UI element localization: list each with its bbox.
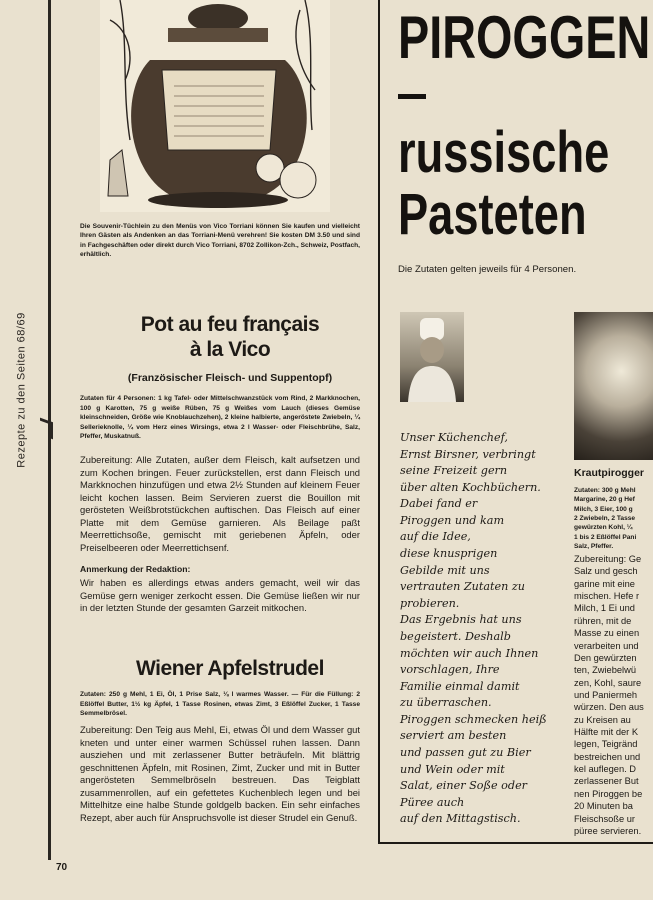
preparation-line: bestreichen und [574,751,641,762]
tureen-illustration [100,0,330,212]
handwriting-line: Salat, einer Soße oder [400,779,528,793]
recipe-title-apfelstrudel: Wiener Apfelstrudel [136,657,324,680]
illustration-caption: Die Souvenir-Tüchlein zu den Menüs von Vico Torriani können Sie kaufen und vielleicht Ihren Gästen als Andenken an das Torriani-Menü verehren! Sie kosten DM 3.50 und sind in Fachgeschäften oder direkt durch Vico Torriani, 8702 Zollikon-Zch., Schweiz, Postfach, erhältlich. [80,223,360,259]
recipe-title-line: Pot au feu français [140,313,320,336]
chef-figure [400,312,464,402]
preparation-line: zu Kreisen au [574,714,631,725]
ingredient-line: Salz, Pfeffer. [574,543,614,551]
handwriting-line: auf die Idee, [400,530,471,544]
recipe-title-pot-au-feu [80,312,380,362]
preparation-line: zerlassener But [574,776,639,787]
intro-text: Die Zutaten gelten jeweils für 4 Personen. [398,264,577,275]
handwriting-line: und Wein oder mit [400,762,505,776]
handwriting-line: und passen gut zu Bier [400,745,531,759]
handwriting-line: Unser Küchenchef, [400,431,508,444]
headline-dash [398,94,426,99]
side-label-text: Rezepte zu den Seiten 68/69 [16,312,29,468]
preparation-line: rühren, mit de [574,615,632,626]
preparation-line: püree servieren. [574,825,642,836]
recipe-ingredients: Zutaten: 250 g Mehl, 1 Ei, Öl, 1 Prise Salz, ⅛ l warmes Wasser. — Für die Füllung: 2 Eßlöffel Butter, 1½ kg Äpfel, 1 Tasse Rosinen, etwas Zimt, 3 Eßlöffel Zucker, 1 Tasse Semmelbrösel. [80,691,360,718]
ingredient-line: Zutaten: 300 g Mehl [574,487,636,494]
handwritten-note [400,430,570,828]
side-label [12,250,32,530]
preparation-line: 20 Minuten ba [574,801,633,812]
preparation-line: mischen. Hefe r [574,591,640,602]
preparation-line: Hälfte mit der K [574,727,639,738]
headline-russische: russische [398,120,610,185]
handwriting-line: Familie einmal damit [400,679,520,693]
handwriting-line: Piroggen schmecken heiß [400,712,547,726]
piroggen-photo [574,312,653,460]
handwriting-line: Gebilde mit uns [400,563,490,577]
krautpiroggen-ingredients [574,486,653,552]
handwriting-line: begeistert. Deshalb [400,629,511,643]
recipe-preparation: Zubereitung: Alle Zutaten, außer dem Fleisch, kalt aufsetzen und zum Kochen bringen. Feuer zurückstellen, erst dann Fleisch und Markknochen hinzufügen und etwa 2½ Stunden auf kleinem Feuer leicht kochen lassen. Beim Servieren zuerst die Bouillon mit gerösteten Weißbrotstückchen auftischen. Das Fleisch auf einer Platte mit dem Gemüse garnieren. Als Beilage paßt Meerrettichsoße, gemischt mit geriebenen Äpfeln, oder Preiselbeeren oder Meerrettichsenf. [80,454,360,553]
ingredient-line: Margarine, 20 g Hef [574,496,635,504]
krautpiroggen-preparation [574,553,653,837]
preparation-line: Milch, 1 Ei und [574,603,635,614]
handwriting-line: Das Ergebnis hat uns [400,613,522,627]
editor-note-heading: Anmerkung der Redaktion: [80,564,191,574]
handwriting-line: diese knusprigen [400,547,498,561]
tureen-drawing [100,0,330,212]
handwriting-line: Püree auch [400,795,465,809]
preparation-line: garine mit eine [574,578,635,589]
handwriting-line: seine Freizeit gern [400,464,508,478]
handwriting-line: zu überraschen. [400,696,492,710]
handwriting-line: möchten wir auch Ihnen [400,646,539,660]
ingredient-line: 1 bis 2 Eßlöffel Pani [574,533,637,541]
handwriting-line: vertrauten Zutaten zu [400,580,526,594]
page-number: 70 [56,862,68,873]
preparation-line: Fleischsoße ur [574,813,635,824]
krautpiroggen-title: Krautpirogger [574,467,645,479]
ingredient-line: Milch, 3 Eier, 100 g [574,505,633,513]
recipe-subtitle: (Französischer Fleisch- und Suppentopf) [127,372,333,384]
recipe-ingredients: Zutaten für 4 Personen: 1 kg Tafel- oder Mittelschwanzstück vom Rind, 2 Markknochen, 100 g Karotten, 75 g weiße Rüben, 75 g Weißes vom Lauch (dieses Gemüse kleinschneiden, Größe wie Knoblauchzehen), 2 kleine halbierte, angeröstete Zwiebeln, ¼ Sellerieknolle, ¼ vom Herz eines Wirsings, etwa 2 l Wasser- oder Fleischbrühe, Salz, Pfeffer, Muskatnuß. [80,395,360,441]
handwriting-line: auf den Mittagstisch. [400,812,521,826]
editor-note: Wir haben es allerdings etwas anders gemacht, weil wir das Gemüse gern weniger zerkocht essen. Die Gemüse ließen wir nur in der letzten Stunde der gesamten Garzeit mitkochen. [80,577,360,613]
preparation-line: verarbeiten und [574,640,639,651]
headline-pasteten: Pasteten [398,182,587,247]
handwriting-line: vorschlagen, Ihre [400,663,500,677]
preparation-line: und Paniermeh [574,689,638,700]
ingredient-line: 2 Zwiebeln, 2 Tasse [574,515,636,523]
recipe-preparation: Zubereitung: Den Teig aus Mehl, Ei, etwas Öl und dem Wasser gut kneten und unter einer warmen Schüssel ruhen lassen. Dann ausziehen und mit zerlassener Butter beträufeln. Mit blättrig geschnittenen Äpfeln, mit Rosinen, Zimt, Zucker und mit in Butter angerösteten Semmelbröseln bestreuen. Das Teigblatt zusammenrollen, auf ein gefettetes Kuchenblech legen und bei Mittelhitze eine halbe Stunde goldgelb backen. Ein sehr einfaches Rezept, aber auch für Anspruchsvolle ist dieser Strudel ein Genuß. [80,724,360,823]
handwriting-line: über alten Kochbüchern. [400,480,541,494]
handwriting-line: Ernst Birsner, verbringt [400,447,536,461]
preparation-line: nen Piroggen be [574,788,643,799]
preparation-line: kel auflegen. D [574,764,637,775]
headline-piroggen: PIROGGEN [398,4,651,71]
handwriting-line: probieren. [400,596,460,610]
chef-photo [400,312,464,402]
handwriting-line: Dabei fand er [400,497,478,511]
preparation-line: legen, Teigränd [574,739,638,750]
margin-brace-tip [40,418,53,440]
preparation-line: würzen. Den aus [574,702,644,713]
handwriting-line: Piroggen und kam [400,513,505,527]
ingredient-line: gewürzten Kohl, ¼ [574,524,633,532]
preparation-line: zen, Kohl, saure [574,677,642,688]
preparation-line: Zubereitung: Ge [574,554,642,564]
preparation-line: Masse zu einen [574,628,640,639]
handwriting-line: serviert am besten [400,729,507,743]
recipe-title-line: à la Vico [189,338,271,362]
preparation-line: Den gewürzten [574,652,637,663]
preparation-line: Salz und gesch [574,566,638,577]
preparation-line: ten, Zwiebelwü [574,665,637,676]
